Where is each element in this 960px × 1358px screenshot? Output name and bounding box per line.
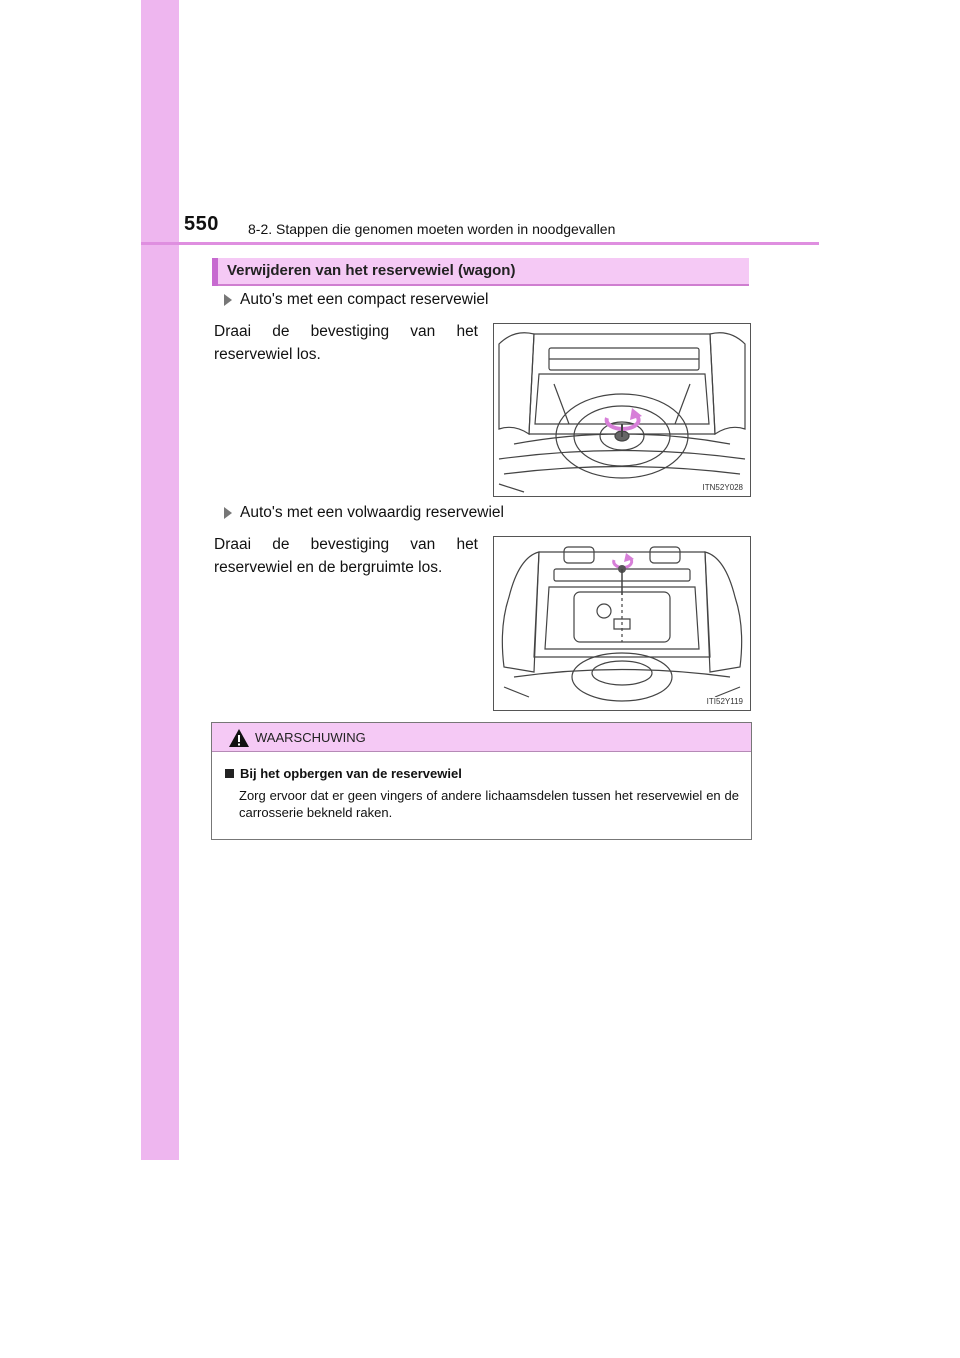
section-heading-bar	[212, 258, 749, 286]
header-rule	[141, 242, 819, 245]
variant-heading-full	[224, 504, 504, 522]
variant-heading-label: Auto's met een compact reservewiel	[240, 291, 489, 308]
rotate-arrow-icon	[614, 553, 634, 595]
instruction-full: Draai de bevestiging van het reservewiel en de bergruimte los.	[214, 536, 478, 576]
figure-full-spare	[493, 536, 751, 711]
warning-text: Zorg ervoor dat er geen vingers of andere lichaamsdelen tussen het reservewiel en de carrosserie bekneld raken.	[239, 788, 739, 820]
trunk-compact-illustration	[494, 324, 750, 496]
warning-subheading-text: Bij het opbergen van de reservewiel	[240, 766, 462, 781]
figure-code: ITI52Y119	[706, 697, 743, 706]
chapter-title: 8-2. Stappen die genomen moeten worden in noodgevallen	[248, 221, 616, 237]
warning-triangle-icon	[229, 729, 249, 747]
warning-box	[211, 722, 752, 840]
warning-label: WAARSCHUWING	[255, 730, 366, 745]
warning-subheading	[225, 766, 462, 781]
figure-code: ITN52Y028	[702, 483, 743, 492]
instruction-compact: Draai de bevestiging van het reservewiel los.	[214, 323, 478, 363]
trunk-full-illustration	[494, 537, 750, 710]
variant-heading-compact	[224, 291, 488, 309]
warning-header	[212, 723, 751, 752]
square-bullet-icon	[225, 769, 234, 778]
page-number: 550	[184, 213, 219, 235]
triangle-bullet-icon	[224, 507, 232, 519]
variant-heading-label: Auto's met een volwaardig reservewiel	[240, 504, 504, 521]
page-header	[0, 0, 960, 250]
section-accent	[212, 258, 218, 286]
triangle-bullet-icon	[224, 294, 232, 306]
figure-compact-spare	[493, 323, 751, 497]
section-title: Verwijderen van het reservewiel (wagon)	[227, 262, 516, 279]
